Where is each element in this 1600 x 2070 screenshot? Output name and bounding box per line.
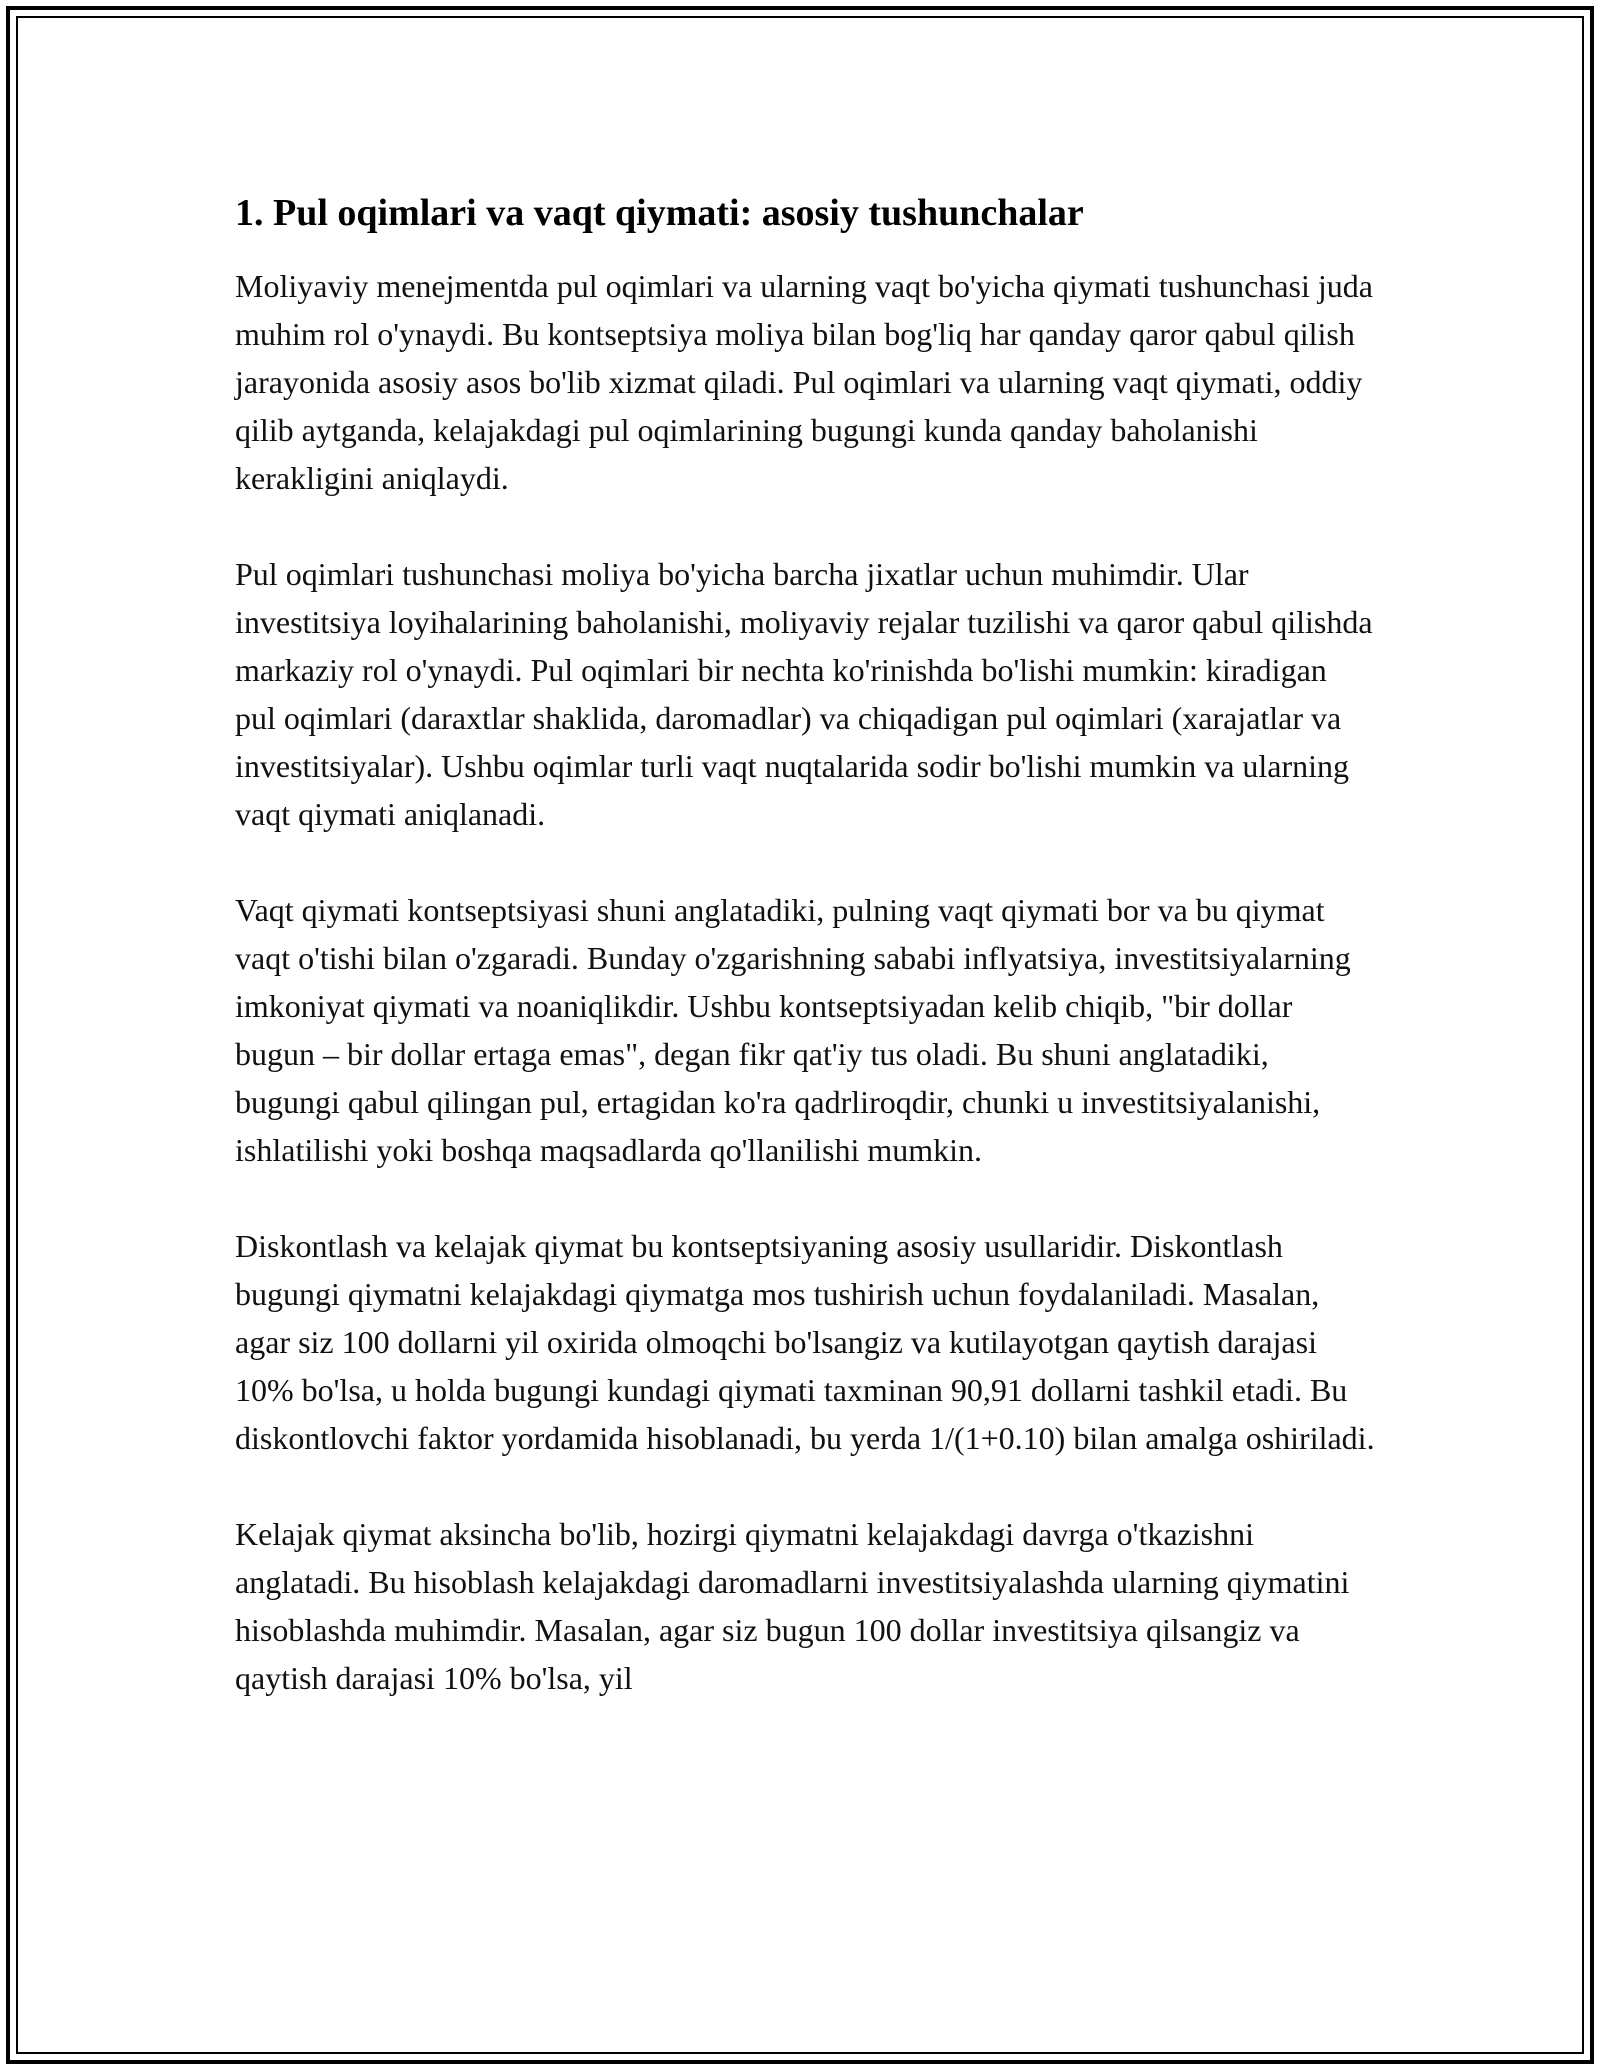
paragraph-4: Diskontlash va kelajak qiymat bu kontseptsiyaning asosiy usullaridir. Diskontlash bugungi qiymatni kelajakdagi qiymatga mos tushirish uchun foydalaniladi. Masalan, agar siz 100 dollarni yil oxirida olmoqchi bo'lsangiz va kutilayotgan qaytish darajasi 10% bo'lsa, u holda bugungi kundagi qiymati taxminan 90,91 dollarni tashkil etadi. Bu diskontlovchi faktor yordamida hisoblanadi, bu yerda 1/(1+0.10) bilan amalga oshiriladi.: [235, 1228, 1375, 1456]
paragraph-2: Pul oqimlari tushunchasi moliya bo'yicha barcha jixatlar uchun muhimdir. Ular investitsiya loyihalarining baholanishi, moliyaviy rejalar tuzilishi va qaror qabul qilishda markaziy rol o'ynaydi. Pul oqimlari bir nechta ko'rinishda bo'lishi mumkin: kiradigan pul oqimlari (daraxtlar shaklida, daromadlar) va chiqadigan pul oqimlari (xarajatlar va investitsiyalar). Ushbu oqimlar turli vaqt nuqtalarida sodir bo'lishi mumkin va ularning vaqt qiymati aniqlanadi.: [235, 556, 1373, 832]
document-body: [235, 186, 1375, 1750]
paragraph-3: Vaqt qiymati kontseptsiyasi shuni anglatadiki, pulning vaqt qiymati bor va bu qiymat vaqt o'tishi bilan o'zgaradi. Bunday o'zgarishning sababi inflyatsiya, investitsiyalarning imkoniyat qiymati va noaniqlikdir. Ushbu kontseptsiyadan kelib chiqib, "bir dollar bugun – bir dollar ertaga emas", degan fikr qat'iy tus oladi. Bu shuni anglatadiki, bugungi qabul qilingan pul, ertagidan ko'ra qadrliroqdir, chunki u investitsiyalanishi, ishlatilishi yoki boshqa maqsadlarda qo'llanilishi mumkin.: [235, 892, 1351, 1168]
paragraph-1: Moliyaviy menejmentda pul oqimlari va ularning vaqt bo'yicha qiymati tushunchasi juda muhim rol o'ynaydi. Bu kontseptsiya moliya bilan bog'liq har qanday qaror qabul qilish jarayonida asosiy asos bo'lib xizmat qiladi. Pul oqimlari va ularning vaqt qiymati, oddiy qilib aytganda, kelajakdagi pul oqimlarining bugungi kunda qanday baholanishi kerakligini aniqlaydi.: [235, 268, 1373, 496]
section-heading: 1. Pul oqimlari va vaqt qiymati: asosiy tushunchalar: [235, 192, 1084, 234]
paragraph-5: Kelajak qiymat aksincha bo'lib, hozirgi qiymatni kelajakdagi davrga o'tkazishni anglatadi. Bu hisoblash kelajakdagi daromadlarni investitsiyalashda ularning qiymatini hisoblashda muhimdir. Masalan, agar siz bugun 100 dollar investitsiya qilsangiz va qaytish darajasi 10% bo'lsa, yil: [235, 1516, 1350, 1696]
